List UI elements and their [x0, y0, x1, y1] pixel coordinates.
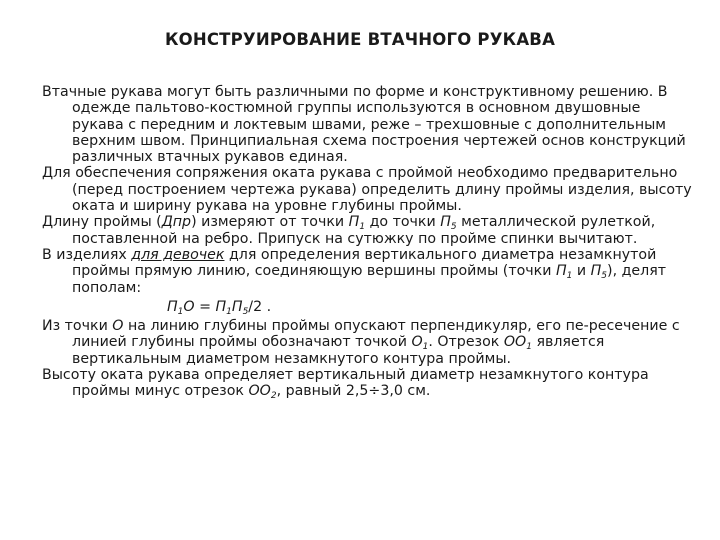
- text-run: до точки: [365, 214, 441, 231]
- point-p1: $П_1$: [555, 263, 573, 282]
- term-for-girls: для девочек: [131, 246, 225, 263]
- text-run: Высоту оката рукава определяет вертикальный диаметр незамкнутого контура проймы минус отрезок: [42, 367, 649, 400]
- text-run: ), делят пополам:: [72, 263, 666, 296]
- text-run: Длину проймы (: [42, 214, 162, 231]
- point-p5: $П_5$: [590, 263, 608, 282]
- formula-p1o: $П_1О = П_1П_5/2$ .: [167, 298, 272, 317]
- text-run: В изделиях: [42, 246, 132, 263]
- text-run: металлической рулеткой, поставленной на ребро. Припуск на сутюжку по пройме спинки вычитают.: [72, 214, 656, 247]
- point-p5: $П_5$: [440, 214, 457, 233]
- text-run: Из точки: [42, 318, 113, 335]
- term-dpr: Дпр: [161, 214, 192, 231]
- segment-oo2: $ОО_2$: [248, 383, 277, 402]
- paragraph-perpendicular: [42, 318, 692, 367]
- paragraph-armhole-length: [42, 214, 692, 247]
- text-run: для определения вертикального диаметра незамкнутой проймы прямую линию, соединяющую вершины проймы (точки: [72, 246, 657, 280]
- paragraph-girls-garments: [42, 247, 692, 296]
- paragraph-cap-height: [42, 367, 692, 400]
- paragraph-sleeve-types: Втачные рукава могут быть различными по форме и конструктивному решению. В одежде пальтово-костюмной группы используются в основном двушовные рукава с передним и локтевым швами, реже – трехшовные с дополнительным верхним швом. Принципиальная схема построения чертежей основ конструкций различных втачных рукавов единая.: [42, 84, 686, 166]
- paragraph-armhole-matching: Для обеспечения сопряжения оката рукава с проймой необходимо предварительно (перед построением чертежа рукава) определить длину проймы изделия, высоту оката и ширину рукава на уровне глубины проймы.: [42, 165, 692, 215]
- point-o: О: [112, 318, 124, 335]
- slide-body: [42, 84, 692, 400]
- point-o1: $О_1$: [411, 334, 429, 353]
- text-run: , равный 2,5÷3,0 см.: [276, 383, 431, 400]
- point-p1: $П_1$: [348, 214, 366, 233]
- text-run: является вертикальным диаметром незамкнутого контура проймы.: [72, 334, 605, 367]
- text-run: и: [572, 263, 591, 280]
- text-run: на линию глубины проймы опускают перпендикуляр, его пе-ресечение с линией глубины проймы обозначают точкой: [72, 318, 680, 351]
- slide-title: КОНСТРУИРОВАНИЕ ВТАЧНОГО РУКАВА: [164, 30, 556, 49]
- text-run: . Отрезок: [428, 334, 504, 351]
- text-run: ) измеряют от точки: [191, 214, 349, 231]
- segment-oo1: $ОО_1$: [503, 334, 532, 353]
